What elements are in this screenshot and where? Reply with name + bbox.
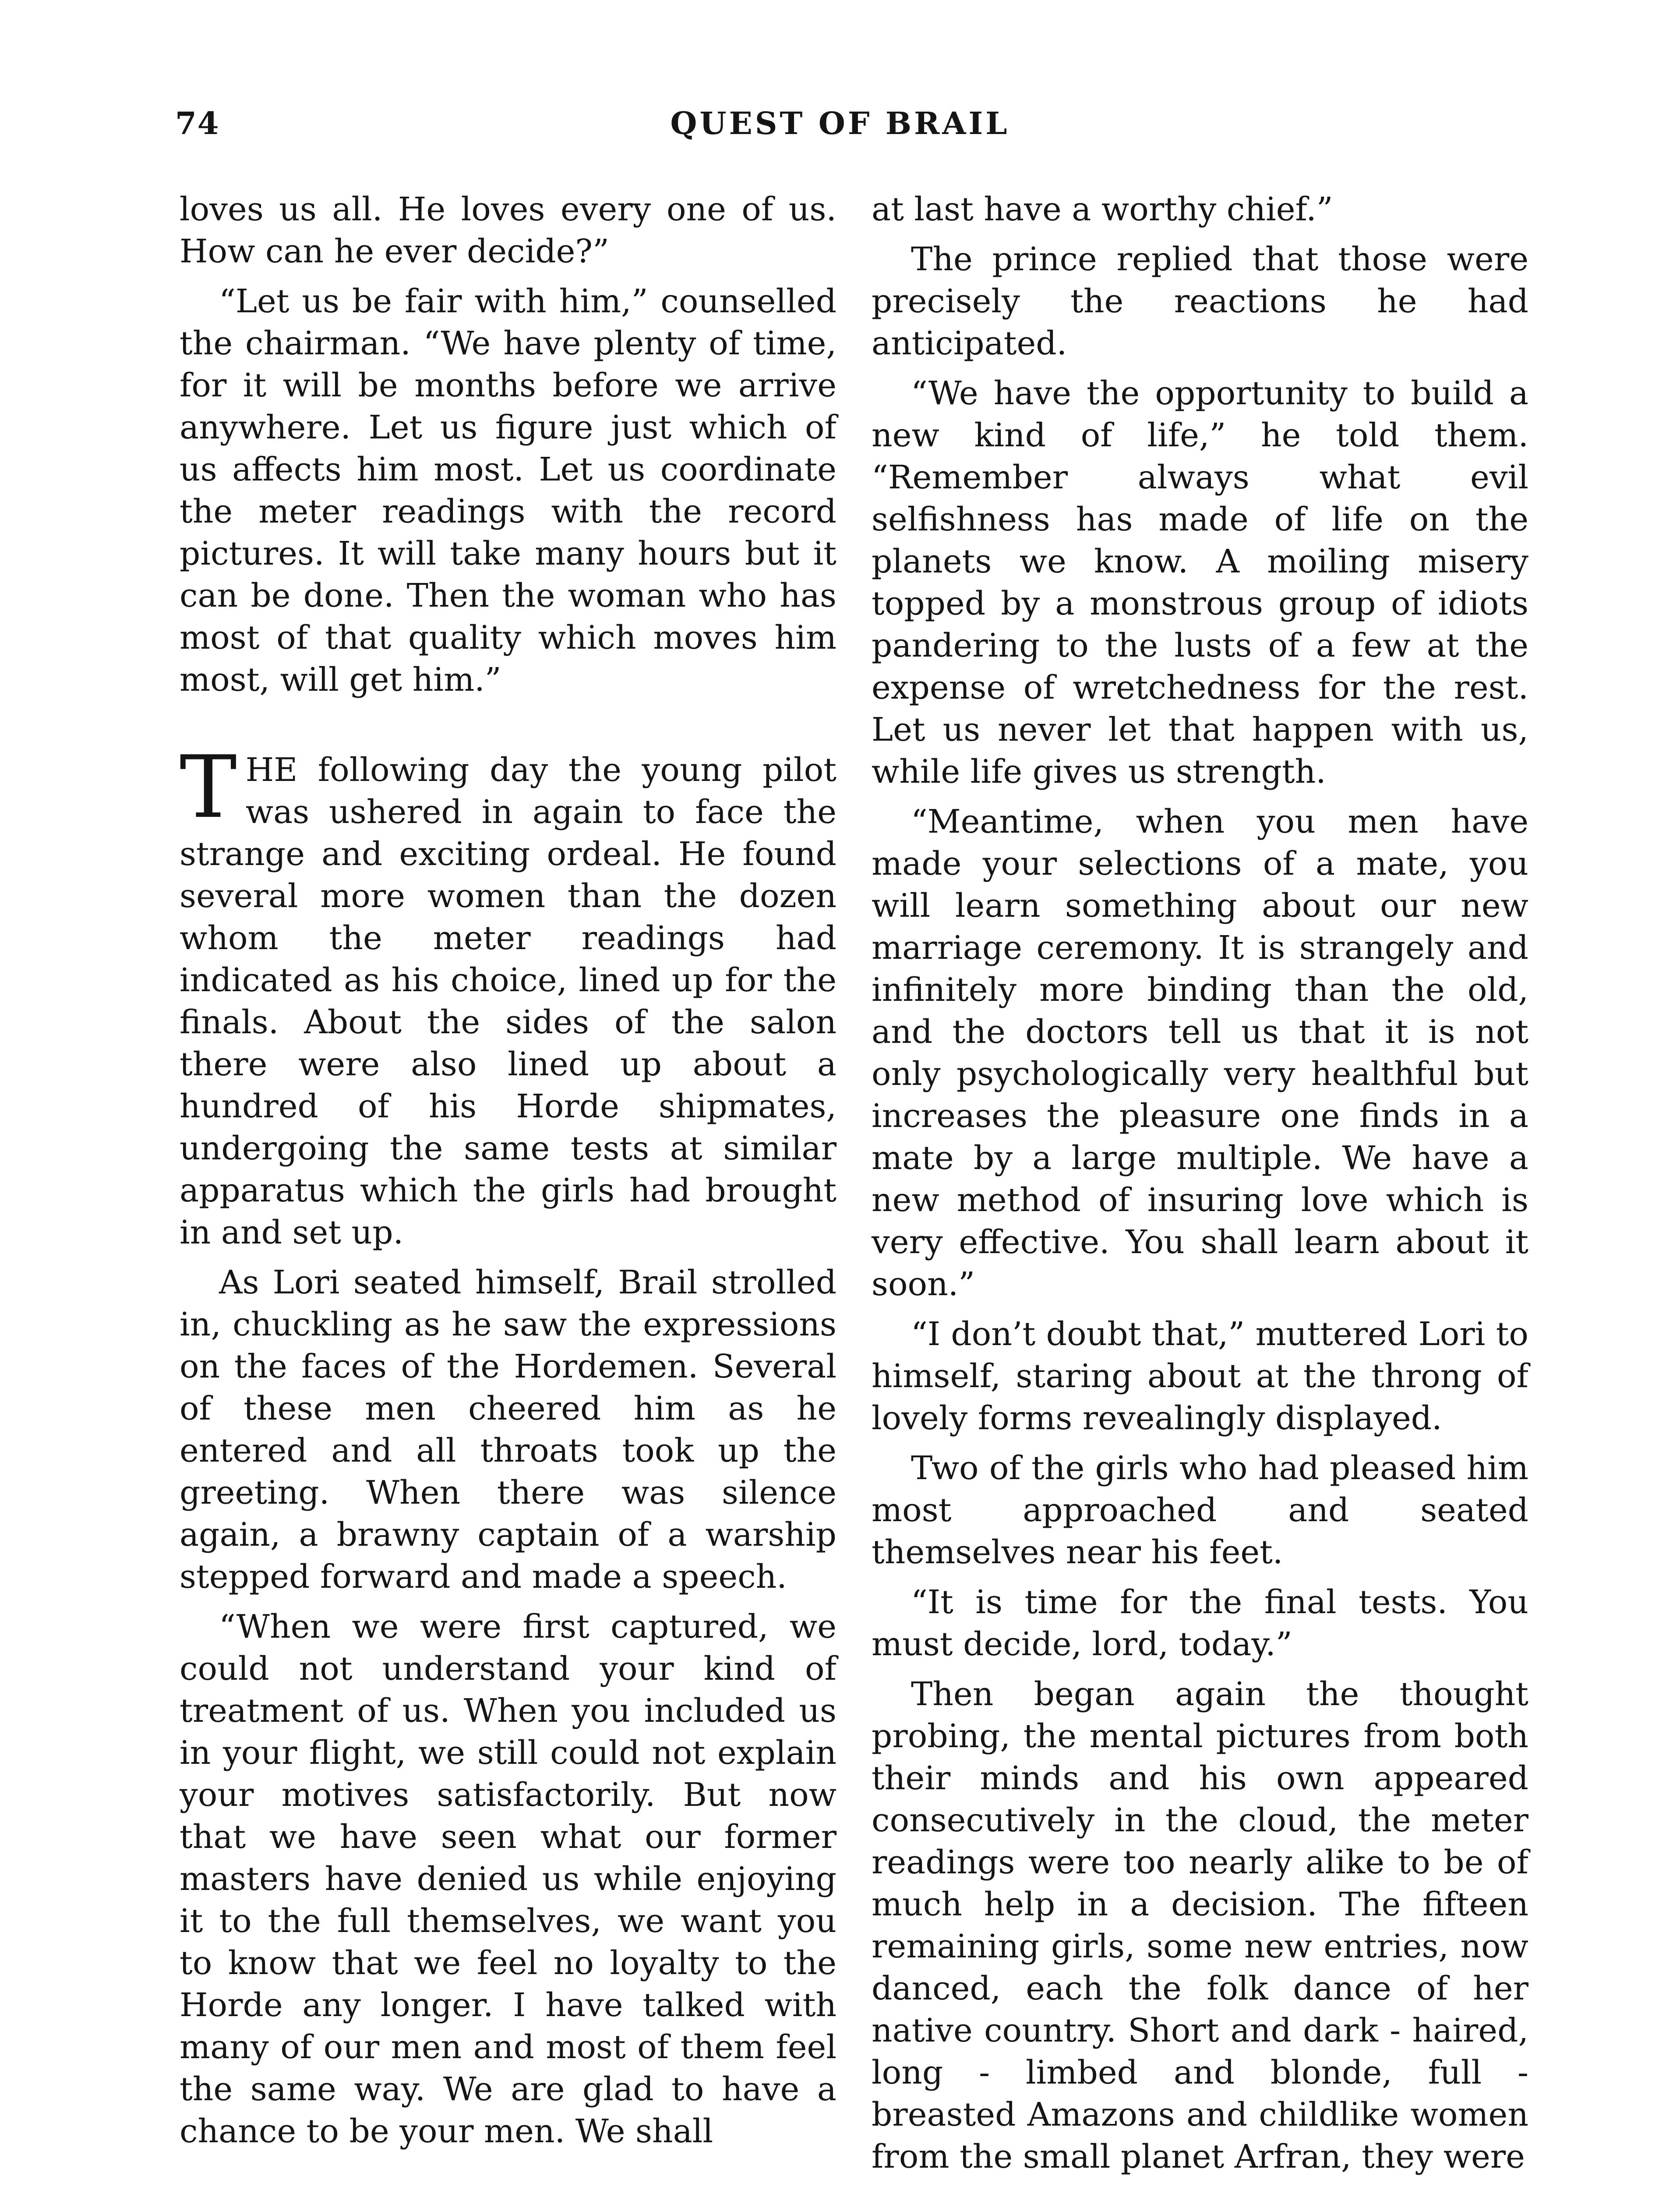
paragraph: “Meantime, when you men have made your selections of a mate, you will learn something about our new marriage ceremony. It is strangely and infinitely more binding than the old, and the doctors tell us that it is not only psychologically very healthful but increases the pleasure one finds in a mate by a large multiple. We have a new method of insuring love which is very effective. You shall learn about it soon.” [872, 803, 1528, 1303]
paragraph: Two of the girls who had pleased him most approached and seated themselves near his feet. [872, 1449, 1528, 1571]
paragraph: “We have the opportunity to build a new kind of life,” he told them. “Remember always what evil selfishness has made of life on the planets we know. A moiling misery topped by a monstrous group of idiots pandering to the lusts of a few at the expense of wretchedness for the rest. Let us never let that happen with us, while life gives us strength. [872, 374, 1528, 791]
drop-cap: T [180, 738, 237, 837]
page-number: 74 [175, 105, 220, 141]
paragraph: The prince replied that those were precisely the reactions he had anticipated. [872, 240, 1528, 362]
section-opening-paragraph [180, 738, 836, 1254]
left-text-column [180, 188, 836, 2160]
paragraph: Then began again the thought probing, the mental pictures from both their minds and his own appeared consecutively in the cloud, the meter readings were too nearly alike to be of much help in a decision. The fifteen remaining girls, some new entries, now danced, each the folk dance of her native country. Short and dark - haired, long - limbed and blonde, full - breasted Amazons and childlike women from the small planet Arfran, they were [872, 1675, 1528, 2176]
paragraph: “Let us be fair with him,” counselled the chairman. “We have plenty of time, for it will be months before we arrive anywhere. Let us figure just which of us affects him most. Let us coordinate the meter readings with the record pictures. It will take many hours but it can be done. Then the woman who has most of that quality which moves him most, will get him.” [180, 283, 836, 699]
section-opening-text: HE following day the young pilot was ushered in again to face the strange and exciting ordeal. He found several more women than the dozen whom the meter readings had indicated as his choice, lined up for the finals. About the sides of the salon there were also lined up about a hundred of his Horde shipmates, undergoing the same tests at similar apparatus which the girls had brought in and set up. [180, 751, 836, 1251]
paragraph: “It is time for the final tests. You must decide, lord, today.” [872, 1583, 1528, 1663]
paragraph: loves us all. He loves every one of us. How can he ever decide?” [180, 191, 836, 270]
page-header [0, 105, 1680, 153]
running-head: QUEST OF BRAIL [670, 105, 1010, 141]
paragraph: at last have a worthy chief.” [872, 191, 1333, 228]
right-text-column [872, 188, 1528, 2186]
paragraph: “When we were first captured, we could not understand your kind of treatment of us. When you included us in your flight, we still could not explain your motives satisfactorily. But now that we have seen what our former masters have denied us while enjoying it to the full themselves, we want you to know that we feel no loyalty to the Horde any longer. I have talked with many of our men and most of them feel the same way. We are glad to have a chance to be your men. We shall [180, 1608, 836, 2150]
paragraph: “I don’t doubt that,” muttered Lori to himself, staring about at the throng of lovely forms revealingly displayed. [872, 1315, 1528, 1437]
paragraph: As Lori seated himself, Brail strolled in, chuckling as he saw the expressions on the faces of the Hordemen. Several of these men cheered him as he entered and all throats took up the greeting. When there was silence again, a brawny captain of a warship stepped forward and made a speech. [180, 1264, 836, 1596]
